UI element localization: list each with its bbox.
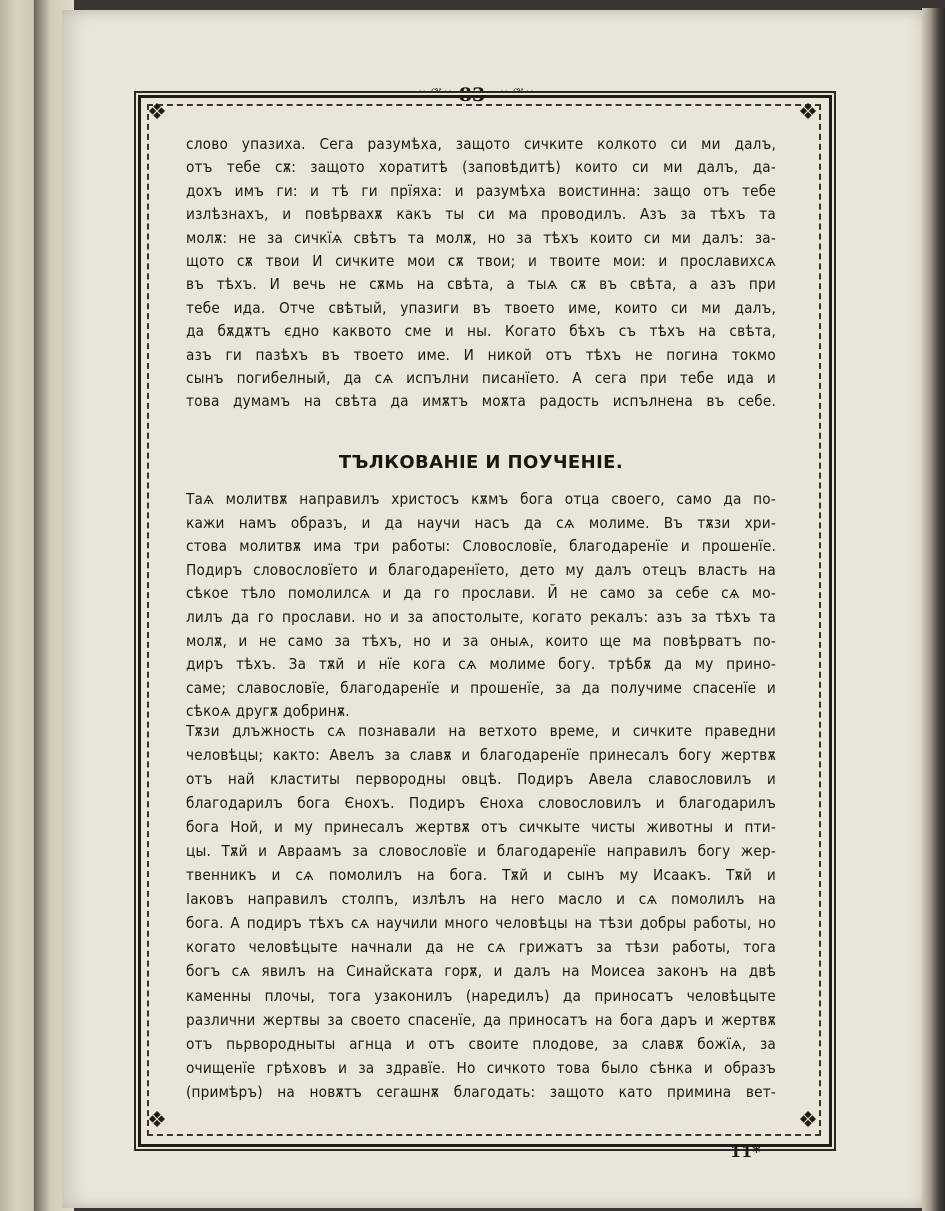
text-line: молѫ, и не само за тѣхъ, но и за оныѧ, които ще ма повѣрватъ по- xyxy=(186,631,776,650)
text-line: Таѧ молитвѫ направилъ христосъ кѫмъ бога отца своего, само да по- xyxy=(186,490,776,508)
text-line: цы. Тѫй и Авраамъ за словословїе и благодаренїе направилъ богу жер- xyxy=(186,842,776,861)
text-line: сынъ погибелный, да сѧ испълни писанїето. А сега при тебе ида и xyxy=(186,368,776,387)
scripture-paragraph xyxy=(186,133,776,414)
header-ornament-left-icon: ❧❦❧ xyxy=(418,86,457,102)
text-line: това думамъ на свѣта да имѫтъ моѫта радость испълнена въ себе. xyxy=(186,392,776,411)
text-line: стова молитвѫ има три работы: Словословїе, благодаренїе и прошенїе. xyxy=(186,537,776,556)
text-line: когато человѣцыте начнали да не сѧ грижатъ за тѣзи работы, тога xyxy=(186,938,776,957)
signature-mark: 11* xyxy=(730,1142,761,1161)
text-line: каменны плочы, тога узаконилъ (наредилъ) да приносатъ человѣцыте xyxy=(186,986,776,1005)
corner-ornament-icon: ❖ xyxy=(798,100,818,125)
text-line: (примѣръ) на новѫтъ сегашнѫ благодать: защото като примина вет- xyxy=(186,1082,776,1101)
commentary-paragraph xyxy=(186,719,776,1104)
header-ornament-right-icon: ❧❦❧ xyxy=(500,86,539,102)
text-line: сѣкоѧ другѫ добринѫ. xyxy=(186,702,350,721)
text-line: молѫ: не за сичкїѧ свѣтъ та молѫ, но за тѣхъ които си ми далъ: за- xyxy=(186,228,776,247)
text-line: отъ тебе сѫ: защото хоратитѣ (заповѣдитѣ) които си ми далъ, да- xyxy=(186,158,776,177)
text-line: диръ тѣхъ. За тѫй и нїе кога сѧ молиме богу. трѣбѫ да му прино- xyxy=(186,655,776,674)
text-line: кажи намъ образъ, и да научи насъ да сѧ молиме. Въ тѫзи хри- xyxy=(186,513,776,532)
corner-ornament-icon: ❖ xyxy=(798,1108,818,1133)
section-heading: ТЪЛКОВАНІЕ И ПОУЧЕНІЕ. xyxy=(338,452,624,473)
corner-ornament-icon: ❖ xyxy=(147,100,167,125)
text-line: богъ сѧ явилъ на Синайската горѫ, и далъ на Моисеа законъ на двѣ xyxy=(186,962,776,981)
text-line: дохъ имъ ги: и тѣ ги прїяха: и разумѣха воистинна: защо отъ тебе xyxy=(186,181,776,200)
page-stack-edge xyxy=(922,8,945,1211)
text-line: различни жертвы за своето спасенїе, да приносатъ на бога даръ и жертвѫ xyxy=(186,1010,776,1029)
text-line: въ тѣхъ. И вечь не сѫмь на свѣта, а тыѧ сѫ въ свѣта, а азъ при xyxy=(186,275,776,294)
text-line: отъ най кластиты первородны овцѣ. Подиръ Авела славословилъ и xyxy=(186,770,776,789)
commentary-paragraph xyxy=(186,488,776,724)
text-line: сѣкое тѣло помолилсѧ и да го прослави. Й не само за себе сѧ мо- xyxy=(186,584,776,603)
text-line: тебе ида. Отче свѣтый, упазиги въ твоето име, които си ми далъ, xyxy=(186,298,776,317)
corner-ornament-icon: ❖ xyxy=(147,1108,167,1133)
text-line: отъ пьрвородныты агнца и отъ своите плодове, за славѫ божїѧ, за xyxy=(186,1034,776,1053)
text-line: твенникъ и сѧ помолилъ на бога. Тѫй и сынъ му Исаакъ. Тѫй и xyxy=(186,866,776,885)
text-line: Подиръ словословїето и благодаренїето, дето му далъ отецъ власть на xyxy=(186,560,776,579)
text-line: азъ ги пазѣхъ въ твоето име. И никой отъ тѣхъ не погина токмо xyxy=(186,345,776,364)
text-line: Тѫзи длъжность сѧ познавали на ветхото време, и сичките праведни xyxy=(186,722,776,740)
text-line: лилъ да го прослави. но и за апостолыте, когато рекалъ: азъ за тѣхъ та xyxy=(186,607,776,626)
text-line: да бѫдѫтъ єдно каквото сме и ны. Когато бѣхъ съ тѣхъ на свѣта, xyxy=(186,322,776,341)
text-line: человѣцы; както: Авелъ за славѫ и благодаренїе принесалъ богу жертвѫ xyxy=(186,746,776,765)
text-line: саме; славословїе, благодаренїе и прошенїе, за да получиме спасенїе и xyxy=(186,678,776,697)
text-line: благодарилъ бога Єнохъ. Подиръ Єноха словословилъ и благодарилъ xyxy=(186,794,776,813)
text-line: бога. А подиръ тѣхъ сѧ научили много человѣцы на тѣзи добры работы, но xyxy=(186,914,776,933)
text-line: очищенїе грѣховъ и за здравїе. Но сичкото това было сѣнка и образъ xyxy=(186,1058,776,1077)
text-line: излѣзнахъ, и повѣрвахѫ какъ ты си ма проводилъ. Азъ за тѣхъ та xyxy=(186,205,776,224)
text-line: Іаковъ направилъ столпъ, излѣлъ на него масло и сѧ помолилъ на xyxy=(186,890,776,909)
page-number: 83 xyxy=(458,84,486,106)
text-line: щото сѫ твои И сичките мои сѫ твои; и твоите мои: и прославихсѧ xyxy=(186,251,776,270)
text-line: бога Ной, и му принесалъ жертвѫ отъ сичкыте чисты животны и пти- xyxy=(186,818,776,837)
text-line: слово упазиха. Сега разумѣха, защото сичките колкото си ми далъ, xyxy=(186,135,776,153)
